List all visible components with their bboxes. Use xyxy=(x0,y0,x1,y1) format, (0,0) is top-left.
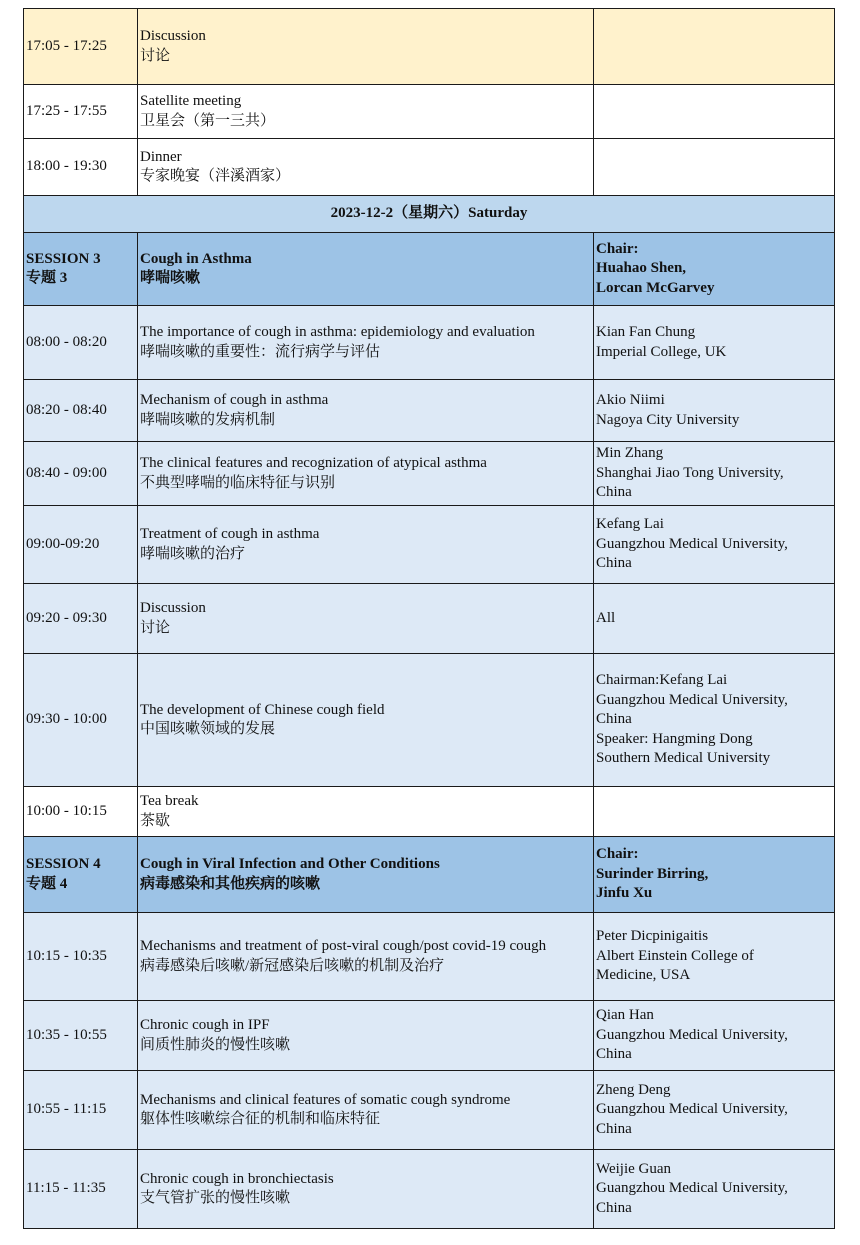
topic-cell xyxy=(138,139,594,196)
speaker-cell-line: Kian Fan Chung xyxy=(596,324,696,340)
time-cell: 11:15 - 11:35 xyxy=(24,1150,138,1229)
speaker-cell-line: Guangzhou Medical University, xyxy=(596,535,788,552)
schedule-body xyxy=(24,9,835,1229)
topic-cell-line: 支气管扩张的慢性咳嗽 xyxy=(140,1190,291,1206)
schedule-row xyxy=(24,380,835,442)
topic-cell-line: Mechanism of cough in asthma xyxy=(140,392,329,408)
topic-cell xyxy=(138,306,594,380)
speaker-cell-line: Imperial College, UK xyxy=(596,343,727,360)
time-cell: 10:15 - 10:35 xyxy=(24,913,138,1001)
topic-cell-line: Mechanisms and treatment of post-viral cough/post covid-19 cough xyxy=(140,938,547,954)
time-cell: 10:35 - 10:55 xyxy=(24,1001,138,1071)
speaker-cell xyxy=(594,654,835,787)
session-label-line: 专题 4 xyxy=(26,875,68,892)
session-label xyxy=(24,233,138,306)
speaker-cell-line: Kefang Lai xyxy=(596,516,664,533)
speaker-cell xyxy=(594,139,835,196)
session-chair-line: Huahao Shen, xyxy=(596,260,687,277)
session-label xyxy=(24,837,138,913)
schedule-row xyxy=(24,584,835,654)
schedule-row xyxy=(24,787,835,837)
topic-cell xyxy=(138,654,594,787)
topic-cell-line: The importance of cough in asthma: epidemiology and evaluation xyxy=(140,324,535,340)
session-chair xyxy=(594,837,835,913)
schedule-row xyxy=(24,654,835,787)
session-title xyxy=(138,837,594,913)
session-chair-line: Jinfu Xu xyxy=(596,885,653,902)
topic-cell-line: 专家晚宴（泮溪酒家） xyxy=(140,168,291,184)
date-row xyxy=(24,196,835,233)
schedule-row xyxy=(24,1071,835,1150)
time-cell: 10:55 - 11:15 xyxy=(24,1071,138,1150)
session-label-line: SESSION 3 xyxy=(26,250,101,267)
topic-cell xyxy=(138,1001,594,1071)
topic-cell-line: 躯体性咳嗽综合征的机制和临床特征 xyxy=(140,1111,381,1127)
speaker-cell-line: Min Zhang xyxy=(596,445,664,462)
topic-cell xyxy=(138,913,594,1001)
topic-cell-line: 讨论 xyxy=(140,47,171,64)
topic-cell-line: Satellite meeting xyxy=(140,93,242,109)
topic-cell-line: Treatment of cough in asthma xyxy=(140,526,320,542)
speaker-cell-line: Shanghai Jiao Tong University, xyxy=(596,464,784,481)
topic-cell xyxy=(138,506,594,584)
topic-cell-line: 不典型哮喘的临床特征与识别 xyxy=(140,474,336,491)
speaker-cell-line: Albert Einstein College of xyxy=(596,947,754,964)
topic-cell xyxy=(138,380,594,442)
session-chair xyxy=(594,233,835,306)
speaker-cell-line: Guangzhou Medical University, xyxy=(596,691,788,708)
time-cell: 08:40 - 09:00 xyxy=(24,442,138,506)
speaker-cell-line: China xyxy=(596,1046,632,1063)
speaker-cell xyxy=(594,506,835,584)
session-label-line: 专题 3 xyxy=(26,270,68,286)
session-header-row xyxy=(24,837,835,913)
speaker-cell-line: Akio Niimi xyxy=(596,392,665,408)
topic-cell-line: 中国咳嗽领域的发展 xyxy=(140,721,276,737)
topic-cell xyxy=(138,442,594,506)
topic-cell-line: Tea break xyxy=(140,793,199,809)
schedule-row xyxy=(24,506,835,584)
speaker-cell-line: Speaker: Hangming Dong xyxy=(596,730,753,747)
topic-cell-line: 卫星会（第一三共） xyxy=(140,112,276,129)
date-heading: 2023-12-2（星期六）Saturday xyxy=(24,196,835,233)
time-cell: 17:25 - 17:55 xyxy=(24,85,138,139)
schedule-row xyxy=(24,1001,835,1071)
speaker-cell-line: Guangzhou Medical University, xyxy=(596,1180,788,1197)
time-cell: 10:00 - 10:15 xyxy=(24,787,138,837)
schedule-row xyxy=(24,9,835,85)
speaker-cell xyxy=(594,306,835,380)
topic-cell-line: Chronic cough in IPF xyxy=(140,1017,270,1033)
topic-cell-line: 讨论 xyxy=(140,619,171,636)
time-cell: 09:30 - 10:00 xyxy=(24,654,138,787)
speaker-cell xyxy=(594,1150,835,1229)
topic-cell-line: 茶歇 xyxy=(140,812,171,829)
speaker-cell-line: Medicine, USA xyxy=(596,967,691,984)
speaker-cell xyxy=(594,584,835,654)
speaker-cell-line: China xyxy=(596,484,632,501)
topic-cell-line: Discussion xyxy=(140,600,206,616)
time-cell: 08:00 - 08:20 xyxy=(24,306,138,380)
speaker-cell-line: Chairman:Kefang Lai xyxy=(596,672,728,689)
speaker-cell-line: All xyxy=(596,609,616,626)
topic-cell-line: The development of Chinese cough field xyxy=(140,701,385,718)
speaker-cell-line: Guangzhou Medical University, xyxy=(596,1101,788,1118)
time-cell: 08:20 - 08:40 xyxy=(24,380,138,442)
topic-cell-line: 病毒感染后咳嗽/新冠感染后咳嗽的机制及治疗 xyxy=(140,957,445,974)
topic-cell-line: Chronic cough in bronchiectasis xyxy=(140,1170,334,1187)
topic-cell-line: 哮喘咳嗽的重要性：流行病学与评估 xyxy=(140,343,381,360)
session-label-line: SESSION 4 xyxy=(26,856,101,872)
speaker-cell xyxy=(594,380,835,442)
schedule-row xyxy=(24,913,835,1001)
topic-cell xyxy=(138,9,594,85)
speaker-cell-line: China xyxy=(596,1199,632,1216)
speaker-cell-line: China xyxy=(596,1120,632,1137)
topic-cell-line: Mechanisms and clinical features of somatic cough syndrome xyxy=(140,1091,511,1108)
topic-cell-line: Dinner xyxy=(140,148,182,165)
topic-cell-line: 哮喘咳嗽的发病机制 xyxy=(140,411,276,428)
session-chair-line: Lorcan McGarvey xyxy=(596,279,715,296)
schedule-row xyxy=(24,1150,835,1229)
speaker-cell-line: China xyxy=(596,555,632,572)
topic-cell xyxy=(138,787,594,837)
speaker-cell-line: China xyxy=(596,711,632,728)
speaker-cell xyxy=(594,787,835,837)
session-chair-line: Surinder Birring, xyxy=(596,865,709,882)
topic-cell xyxy=(138,85,594,139)
speaker-cell-line: Zheng Deng xyxy=(596,1081,671,1098)
session-title-line: 病毒感染和其他疾病的咳嗽 xyxy=(140,875,321,892)
speaker-cell-line: Peter Dicpinigaitis xyxy=(596,928,709,945)
time-cell: 17:05 - 17:25 xyxy=(24,9,138,85)
session-title xyxy=(138,233,594,306)
topic-cell-line: 哮喘咳嗽的治疗 xyxy=(140,545,246,562)
time-cell: 18:00 - 19:30 xyxy=(24,139,138,196)
speaker-cell-line: Nagoya City University xyxy=(596,411,740,428)
time-cell: 09:20 - 09:30 xyxy=(24,584,138,654)
topic-cell-line: Discussion xyxy=(140,28,206,44)
speaker-cell-line: Weijie Guan xyxy=(596,1160,672,1177)
session-header-row xyxy=(24,233,835,306)
session-title-line: Cough in Asthma xyxy=(140,250,252,267)
topic-cell xyxy=(138,1150,594,1229)
speaker-cell xyxy=(594,85,835,139)
speaker-cell-line: Qian Han xyxy=(596,1007,654,1024)
topic-cell xyxy=(138,1071,594,1150)
speaker-cell xyxy=(594,1001,835,1071)
topic-cell xyxy=(138,584,594,654)
time-cell: 09:00-09:20 xyxy=(24,506,138,584)
session-chair-line: Chair: xyxy=(596,846,639,863)
session-title-line: Cough in Viral Infection and Other Conditions xyxy=(140,856,440,872)
schedule-row xyxy=(24,85,835,139)
schedule-row xyxy=(24,139,835,196)
topic-cell-line: 间质性肺炎的慢性咳嗽 xyxy=(140,1036,291,1053)
schedule-table xyxy=(23,8,835,1229)
speaker-cell xyxy=(594,9,835,85)
session-title-line: 哮喘咳嗽 xyxy=(140,270,201,286)
speaker-cell xyxy=(594,913,835,1001)
schedule-row xyxy=(24,442,835,506)
topic-cell-line: The clinical features and recognization of atypical asthma xyxy=(140,455,487,471)
schedule-row xyxy=(24,306,835,380)
session-chair-line: Chair: xyxy=(596,240,639,257)
speaker-cell-line: Guangzhou Medical University, xyxy=(596,1026,788,1043)
speaker-cell xyxy=(594,1071,835,1150)
speaker-cell-line: Southern Medical University xyxy=(596,750,771,767)
speaker-cell xyxy=(594,442,835,506)
